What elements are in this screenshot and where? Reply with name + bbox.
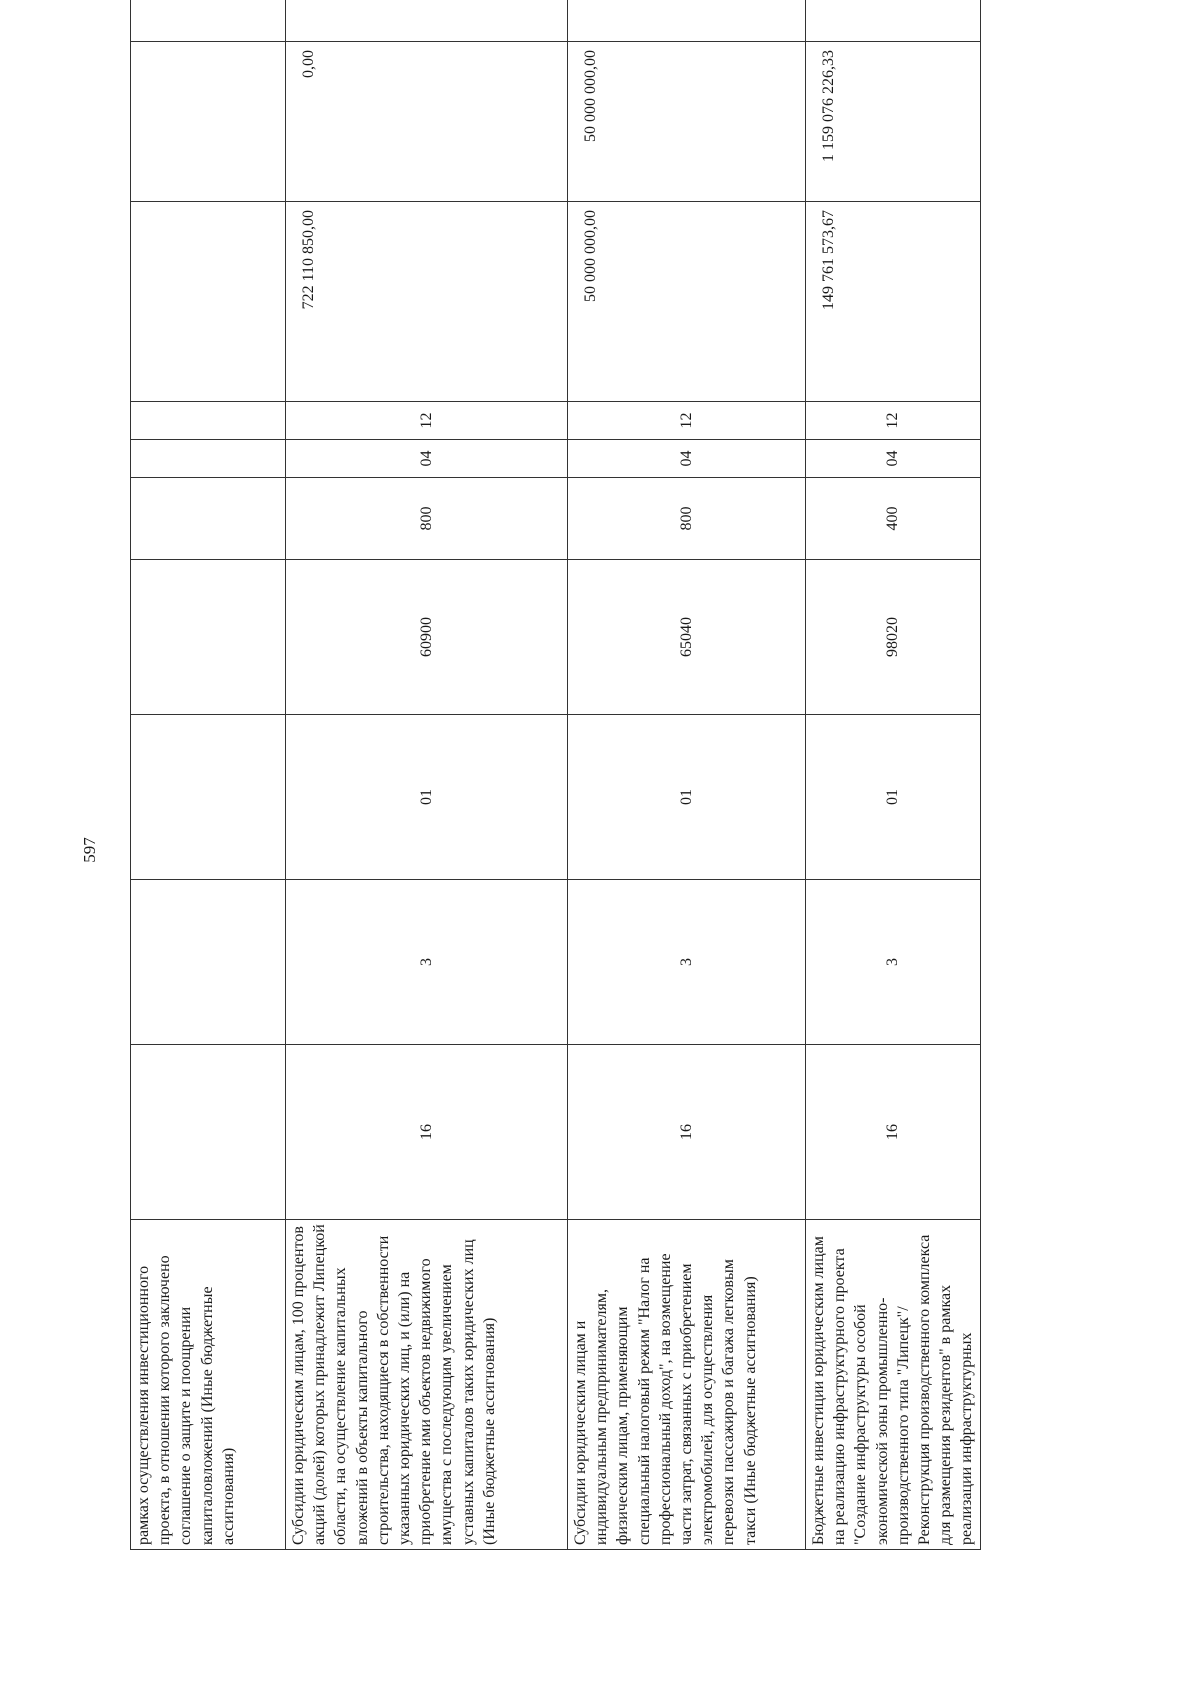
row-description: Субсидии юридическим лицам, 100 процентов акций (долей) которых принадлежит Липецкой области, на осуществление капитальных вложений в объекты капитального строительства, находящиеся в собственности указанных юридических лиц, и (или) на приобретение ими объектов недвижимого имущества с последующим увеличением уставных капиталов таких юридических лиц (Иные бюджетные ассигнования) [286,1220,568,1550]
cell-code-5: 800 [286,478,568,560]
cell-code-5 [131,478,286,560]
cell-code-6: 04 [286,440,568,478]
cell-code-4: 60900 [286,560,568,715]
table-row [806,0,981,1550]
cell-value-3 [568,0,806,42]
cell-code-2 [131,880,286,1045]
budget-table [130,0,981,1550]
cell-value-2: 1 159 076 226,33 [806,42,981,202]
cell-value-1: 50 000 000,00 [568,202,806,402]
cell-code-1: 16 [806,1045,981,1220]
cell-code-1 [131,1045,286,1220]
cell-value-1: 149 761 573,67 [806,202,981,402]
cell-value-2 [131,42,286,202]
cell-code-2: 3 [568,880,806,1045]
cell-code-2: 3 [286,880,568,1045]
cell-code-4: 65040 [568,560,806,715]
cell-code-6: 04 [568,440,806,478]
table-row [286,0,568,1550]
cell-code-4: 98020 [806,560,981,715]
cell-code-3: 01 [806,715,981,880]
cell-value-1: 722 110 850,00 [286,202,568,402]
cell-code-2: 3 [806,880,981,1045]
cell-value-3 [806,0,981,42]
cell-value-2: 0,00 [286,42,568,202]
row-description: рамках осуществления инвестиционного проекта, в отношении которого заключено соглашение о защите и поощрении капиталовложений (Иные бюджетные ассигнования) [131,1220,286,1550]
cell-code-5: 800 [568,478,806,560]
cell-value-3 [131,0,286,42]
cell-code-7: 12 [286,402,568,440]
cell-code-3: 01 [286,715,568,880]
cell-value-3 [286,0,568,42]
table-row [131,0,286,1550]
cell-code-1: 16 [568,1045,806,1220]
page-number: 597 [80,837,99,863]
cell-code-6: 04 [806,440,981,478]
cell-code-3 [131,715,286,880]
cell-code-7: 12 [806,402,981,440]
row-description: Субсидии юридическим лицам и индивидуальным предпринимателям, физическим лицам, применяющим специальный налоговый режим "Налог на профессиональный доход", на возмещение части затрат, связанных с приобретением электромобилей, для осуществления перевозки пассажиров и багажа легковым такси (Иные бюджетные ассигнования) [568,1220,806,1550]
table-row [568,0,806,1550]
cell-code-6 [131,440,286,478]
cell-code-4 [131,560,286,715]
cell-code-3: 01 [568,715,806,880]
cell-value-2: 50 000 000,00 [568,42,806,202]
cell-code-5: 400 [806,478,981,560]
cell-code-7 [131,402,286,440]
cell-code-1: 16 [286,1045,568,1220]
cell-value-1 [131,202,286,402]
cell-code-7: 12 [568,402,806,440]
row-description: Бюджетные инвестиции юридическим лицам на реализацию инфраструктурного проекта "Создание инфраструктуры особой экономической зоны промышленно-производственного типа "Липецк"/Реконструкция производственного комплекса для размещения резидентов" в рамках реализации инфраструктурных [806,1220,981,1550]
